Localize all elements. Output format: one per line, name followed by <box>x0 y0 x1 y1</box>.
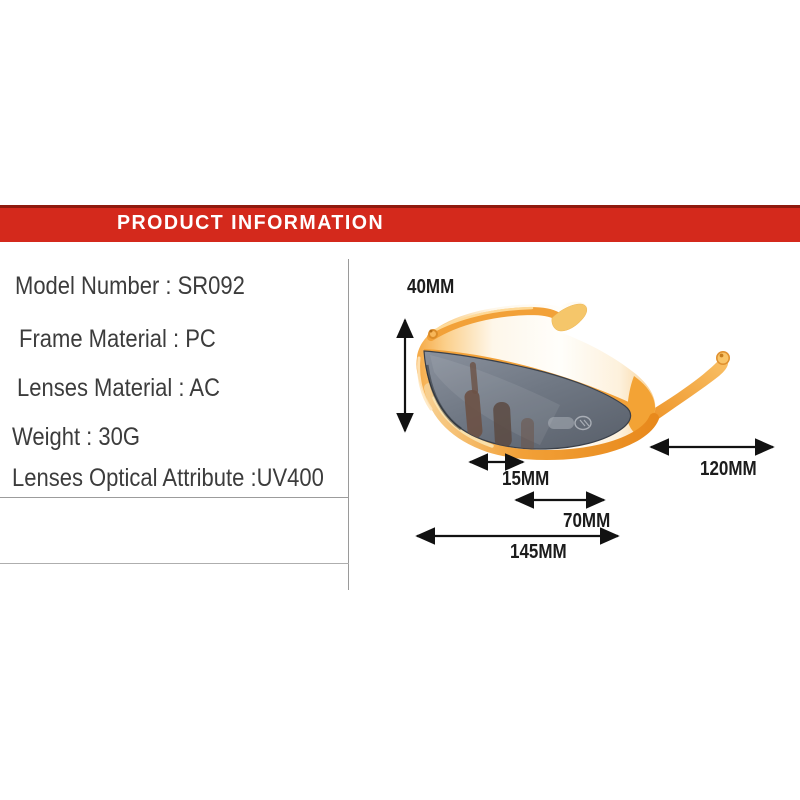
spec-frame-material: Frame Material : PC <box>19 325 216 353</box>
spec-lenses-material: Lenses Material : AC <box>17 374 220 402</box>
label-lens-height: 40MM <box>407 276 455 298</box>
banner-title: PRODUCT INFORMATION <box>117 212 385 234</box>
spec-weight: Weight : 30G <box>12 423 140 451</box>
label-temple-length: 120MM <box>700 458 757 480</box>
temple-tip <box>717 352 729 364</box>
product-information-banner <box>0 205 800 242</box>
spec-optical-attribute: Lenses Optical Attribute :UV400 <box>12 464 324 492</box>
label-frame-width: 145MM <box>510 541 567 563</box>
temple-arm <box>645 352 729 424</box>
spec-table-bottom-border <box>0 563 349 564</box>
label-lens-width: 70MM <box>563 510 611 532</box>
label-nose-width: 15MM <box>502 468 550 490</box>
spec-table-right-border <box>348 259 349 590</box>
spec-table-row-divider <box>0 497 349 498</box>
sunglasses-image <box>416 302 729 455</box>
spec-model-number: Model Number : SR092 <box>15 272 245 300</box>
hinge-curl <box>429 330 437 339</box>
